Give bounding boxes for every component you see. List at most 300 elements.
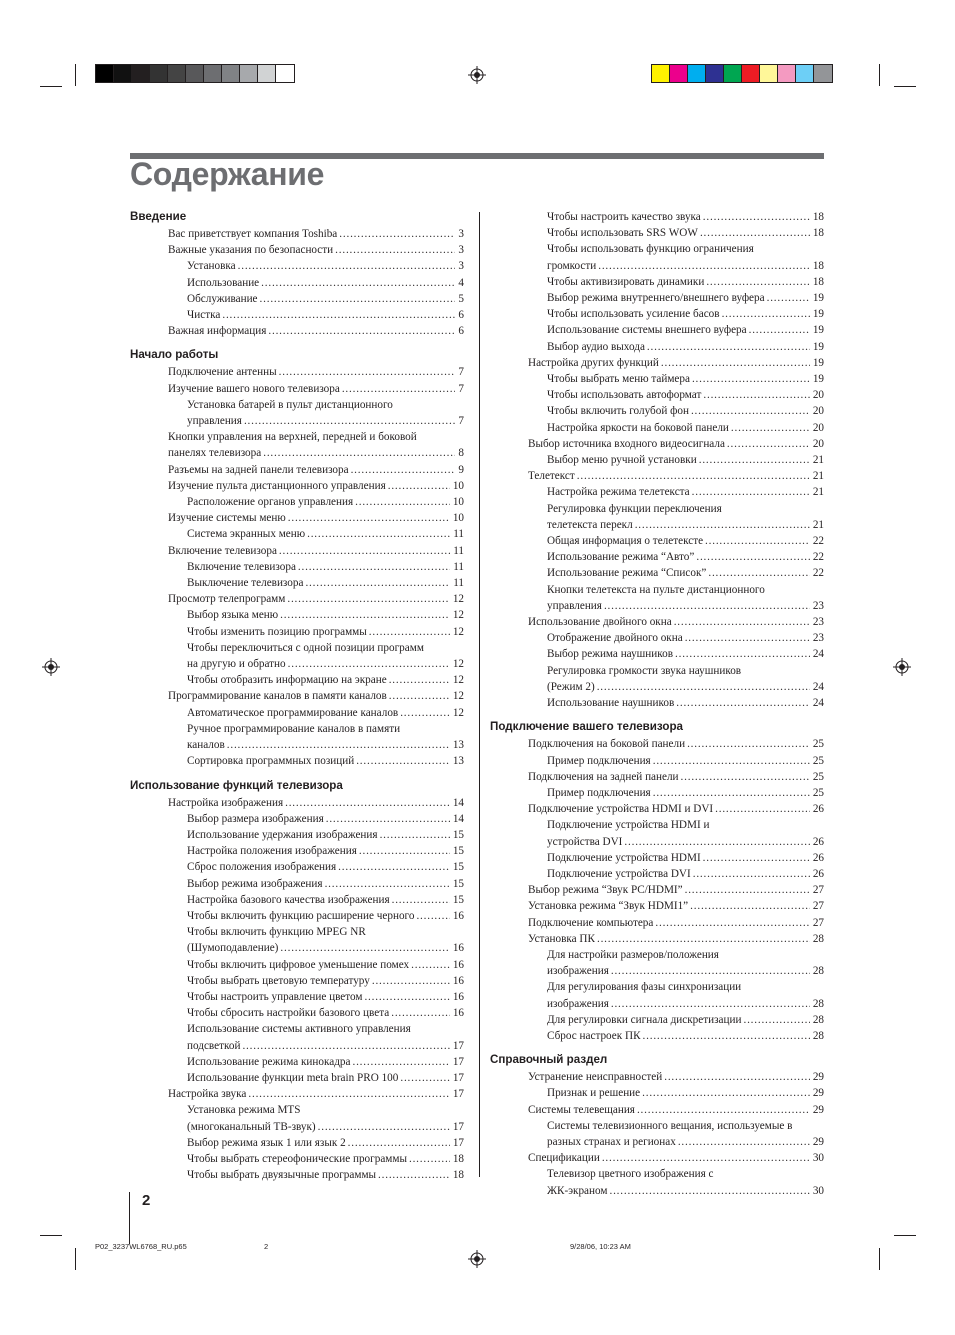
- toc-entry-title: Настройка других функций: [528, 356, 659, 369]
- toc-entry-title: Система экранных меню: [187, 528, 306, 541]
- toc-page-number: 28: [812, 1013, 824, 1026]
- toc-page-number: 12: [452, 706, 464, 719]
- toc-dot-leader: [597, 679, 810, 695]
- toc-entry: [490, 882, 824, 898]
- toc-entry: [130, 397, 464, 429]
- toc-page-number: 11: [453, 560, 464, 573]
- toc-dot-leader: [248, 1086, 449, 1102]
- toc-entry: [490, 736, 824, 752]
- toc-entry-title: подсветкой: [187, 1039, 241, 1052]
- toc-entry-title: Настройка режима телетекста: [547, 486, 690, 499]
- toc-entry: [490, 582, 824, 614]
- toc-entry: [130, 753, 464, 769]
- toc-page-number: 25: [812, 786, 824, 799]
- toc-entry: [130, 591, 464, 607]
- toc-page-number: 14: [452, 812, 464, 825]
- toc-page-number: 25: [812, 738, 824, 751]
- toc-page-number: 20: [812, 405, 824, 418]
- column-divider: [479, 212, 480, 1177]
- toc-entry-title: изображения: [547, 965, 609, 978]
- toc-entry-title: (Режим 2): [547, 680, 595, 693]
- toc-dot-leader: [411, 957, 450, 973]
- toc-dot-leader: [643, 1028, 810, 1044]
- toc-entry: [490, 663, 824, 695]
- toc-page-number: 23: [812, 632, 824, 645]
- toc-entry-title: Чтобы включить функцию расширение черного: [187, 909, 415, 922]
- toc-page-number: 16: [452, 909, 464, 922]
- toc-page-number: 30: [812, 1184, 824, 1197]
- toc-entry: [130, 242, 464, 258]
- toc-dot-leader: [598, 258, 810, 274]
- crop-mark: [879, 1248, 880, 1270]
- toc-entry: [490, 1166, 824, 1198]
- toc-dot-leader: [378, 1167, 450, 1183]
- toc-entry-title: Установка батарей в пульт дистанционного: [187, 398, 393, 411]
- toc-entry: [490, 452, 824, 468]
- toc-entry-title: Телевизор цветного изображения с: [547, 1168, 714, 1181]
- toc-entry-title: управления: [187, 415, 242, 428]
- color-swatch: [222, 65, 240, 82]
- toc-entry: [130, 1135, 464, 1151]
- toc-page-number: 12: [452, 674, 464, 687]
- toc-entry: [130, 1086, 464, 1102]
- toc-dot-leader: [244, 413, 455, 429]
- toc-dot-leader: [285, 795, 450, 811]
- toc-page-number: 28: [812, 965, 824, 978]
- toc-entry-title: Вас приветствует компания Toshiba: [168, 228, 338, 240]
- toc-dot-leader: [661, 355, 810, 371]
- process-color-calibration-bar: [651, 64, 833, 83]
- toc-dot-leader: [342, 381, 456, 397]
- toc-page-number: 17: [452, 1088, 464, 1101]
- toc-entry-title: Подключения на задней панели: [528, 770, 679, 783]
- toc-dot-leader: [687, 736, 810, 752]
- toc-dot-leader: [577, 468, 810, 484]
- toc-entry-title: Пример подключения: [547, 754, 651, 767]
- toc-entry-title: Выбор источника входного видеосигнала: [528, 437, 725, 450]
- toc-dot-leader: [222, 307, 455, 323]
- toc-page-number: 3: [458, 228, 464, 240]
- toc-section-heading: Подключение вашего телевизора: [490, 720, 684, 734]
- toc-entry: [490, 769, 824, 785]
- toc-entry-title: Выбор языка меню: [187, 609, 279, 622]
- toc-entry-title: Признак и решение: [547, 1087, 641, 1100]
- toc-page-number: 11: [453, 577, 464, 590]
- toc-dot-leader: [676, 695, 810, 711]
- toc-page-number: 18: [812, 227, 824, 240]
- toc-entry: [490, 339, 824, 355]
- toc-entry: [130, 526, 464, 542]
- toc-entry: [490, 915, 824, 931]
- toc-dot-leader: [692, 371, 810, 387]
- toc-entry-title: (Шумоподавление): [187, 942, 279, 955]
- color-swatch: [814, 65, 832, 82]
- toc-entry-title: Программирование каналов в памяти каналов: [168, 690, 387, 703]
- toc-dot-leader: [722, 306, 810, 322]
- toc-dot-leader: [318, 1119, 450, 1135]
- toc-dot-leader: [261, 275, 455, 291]
- toc-page-number: 16: [452, 1007, 464, 1020]
- toc-page-number: 12: [452, 609, 464, 622]
- color-swatch: [778, 65, 796, 82]
- crop-mark: [40, 86, 62, 87]
- toc-dot-leader: [703, 387, 809, 403]
- toc-page-number: 18: [452, 1169, 464, 1182]
- crop-mark: [879, 64, 880, 86]
- toc-page-number: 17: [452, 1120, 464, 1133]
- toc-entry: [490, 420, 824, 436]
- toc-page-number: 13: [452, 739, 464, 752]
- toc-dot-leader: [372, 973, 450, 989]
- toc-entry: [490, 646, 824, 662]
- toc-entry-title: Чтобы включить голубой фон: [547, 405, 689, 418]
- toc-page-number: 17: [452, 1136, 464, 1149]
- toc-page-number: 4: [458, 276, 464, 289]
- toc-dot-leader: [380, 827, 450, 843]
- toc-dot-leader: [287, 591, 449, 607]
- toc-entry-title: Выбор режима наушников: [547, 648, 674, 661]
- toc-dot-leader: [681, 769, 810, 785]
- toc-entry: [490, 306, 824, 322]
- toc-page-number: 15: [452, 861, 464, 874]
- toc-entry-title: Выбор меню ручной установки: [547, 454, 697, 467]
- toc-page-number: 22: [812, 551, 824, 564]
- toc-dot-leader: [727, 436, 810, 452]
- toc-entry-title: Разъемы на задней панели телевизора: [168, 463, 349, 476]
- color-swatch: [186, 65, 204, 82]
- toc-dot-leader: [355, 494, 450, 510]
- toc-entry-title: разных странах и регионах: [547, 1135, 676, 1148]
- toc-entry-title: Чтобы настроить качество звука: [547, 211, 701, 223]
- toc-dot-leader: [674, 614, 810, 630]
- slug-date: 9/28/06, 10:23 AM: [570, 1242, 631, 1251]
- crop-mark: [894, 1235, 916, 1236]
- toc-entry: [130, 291, 464, 307]
- toc-entry-title: Отображение двойного окна: [547, 632, 683, 645]
- toc-entry: [130, 575, 464, 591]
- toc-dot-leader: [664, 1069, 810, 1085]
- toc-entry: [490, 866, 824, 882]
- toc-entry: [130, 364, 464, 380]
- toc-page-number: 19: [812, 356, 824, 369]
- toc-entry: [490, 274, 824, 290]
- toc-entry: [130, 462, 464, 478]
- toc-entry-title: Установка режима “Звук HDMI1”: [528, 900, 689, 913]
- toc-dot-leader: [280, 940, 449, 956]
- toc-entry-title: Включение телевизора: [168, 544, 277, 557]
- registration-mark-icon: [42, 658, 60, 676]
- color-swatch: [114, 65, 132, 82]
- toc-page-number: 12: [452, 658, 464, 671]
- toc-page-number: 23: [812, 616, 824, 629]
- toc-page-number: 25: [812, 770, 824, 783]
- toc-dot-leader: [690, 898, 810, 914]
- toc-entry-title: Устранение неисправностей: [528, 1071, 663, 1084]
- toc-entry-title: Установка: [187, 260, 236, 273]
- toc-page-number: 14: [452, 796, 464, 809]
- toc-entry: [130, 559, 464, 575]
- toc-page-number: 15: [452, 893, 464, 906]
- toc-entry: [130, 307, 464, 323]
- toc-page-number: 26: [812, 867, 824, 880]
- toc-section-heading: Начало работы: [130, 348, 219, 362]
- toc-dot-leader: [609, 1183, 809, 1199]
- toc-page-number: 15: [452, 845, 464, 858]
- color-swatch: [742, 65, 760, 82]
- toc-dot-leader: [678, 1134, 810, 1150]
- toc-entry-title: Подключения на боковой панели: [528, 738, 686, 751]
- toc-entry: [130, 705, 464, 721]
- toc-page-number: 15: [452, 828, 464, 841]
- toc-entry-title: Подключение антенны: [168, 366, 277, 379]
- toc-page-number: 19: [812, 340, 824, 353]
- toc-entry-title: Подключение устройства DVI: [547, 867, 691, 880]
- toc-dot-leader: [288, 656, 450, 672]
- toc-dot-leader: [637, 1102, 810, 1118]
- toc-entry-title: Использование режима “Список”: [547, 567, 707, 580]
- color-swatch: [276, 65, 294, 82]
- toc-page-number: 12: [452, 690, 464, 703]
- toc-entry-title: Обслуживание: [187, 292, 258, 305]
- toc-entry-title: Чтобы настроить управление цветом: [187, 990, 363, 1003]
- toc-entry-title: Изучение пульта дистанционного управления: [168, 479, 386, 492]
- toc-dot-leader: [391, 1005, 450, 1021]
- toc-entry-title: Выбор режима внутреннего/внешнего вуфера: [547, 292, 765, 305]
- toc-entry: [490, 501, 824, 533]
- toc-dot-leader: [708, 565, 809, 581]
- toc-entry-title: Подключение устройства HDMI: [547, 851, 701, 864]
- toc-dot-leader: [416, 908, 449, 924]
- color-swatch: [96, 65, 114, 82]
- toc-entry-title: Чтобы выбрать цветовую температуру: [187, 974, 370, 987]
- toc-page-number: 28: [812, 932, 824, 945]
- toc-entry: [130, 795, 464, 811]
- toc-entry-title: Установка ПК: [528, 932, 595, 945]
- toc-page-number: 25: [812, 754, 824, 767]
- toc-entry: [490, 549, 824, 565]
- toc-page-number: 19: [812, 308, 824, 321]
- toc-entry-title: Выбор аудио выхода: [547, 340, 645, 353]
- toc-entry-title: Чтобы использовать автоформат: [547, 389, 702, 402]
- toc-page-number: 19: [812, 292, 824, 305]
- toc-dot-leader: [653, 785, 810, 801]
- toc-entry: [490, 355, 824, 371]
- toc-page-number: 24: [812, 648, 824, 661]
- toc-entry: [130, 1070, 464, 1086]
- toc-entry-title: Выбор размера изображения: [187, 812, 324, 825]
- toc-dot-leader: [703, 209, 810, 225]
- toc-dot-leader: [305, 575, 450, 591]
- toc-entry-title: Чтобы изменить позицию программы: [187, 625, 367, 638]
- toc-dot-leader: [705, 533, 810, 549]
- toc-entry-title: Кнопки телетекста на пульте дистанционного: [547, 583, 765, 596]
- toc-dot-leader: [288, 510, 450, 526]
- toc-entry: [130, 721, 464, 753]
- toc-entry: [490, 947, 824, 979]
- toc-entry-title: Использование режима “Авто”: [547, 551, 695, 564]
- toc-dot-leader: [389, 688, 450, 704]
- toc-page-number: 6: [458, 325, 464, 338]
- toc-dot-leader: [696, 549, 809, 565]
- toc-dot-leader: [242, 1038, 449, 1054]
- toc-page-number: 11: [453, 544, 464, 557]
- toc-dot-leader: [706, 274, 809, 290]
- toc-entry-title: Пример подключения: [547, 786, 651, 799]
- toc-left-column: [130, 209, 464, 1183]
- toc-entry: [490, 209, 824, 225]
- crop-mark: [894, 86, 916, 87]
- toc-dot-leader: [749, 322, 810, 338]
- toc-entry-title: Подключение устройства HDMI и DVI: [528, 803, 714, 816]
- toc-dot-leader: [767, 290, 810, 306]
- toc-entry-title: Регулировка громкости звука наушников: [547, 664, 742, 677]
- toc-dot-leader: [279, 364, 456, 380]
- toc-page-number: 20: [812, 389, 824, 402]
- toc-entry-title: Чтобы переключиться с одной позиции программ: [187, 641, 424, 654]
- toc-dot-leader: [715, 801, 810, 817]
- toc-section-heading: Справочный раздел: [490, 1053, 608, 1067]
- toc-entry: [490, 241, 824, 273]
- toc-entry: [130, 429, 464, 461]
- toc-entry: [490, 850, 824, 866]
- toc-page-number: 17: [452, 1039, 464, 1052]
- toc-dot-leader: [703, 850, 810, 866]
- toc-entry: [130, 607, 464, 623]
- toc-page-number: 18: [452, 1152, 464, 1165]
- toc-entry-title: ЖК-экраном: [547, 1184, 608, 1197]
- toc-entry: [490, 695, 824, 711]
- toc-page-number: 23: [812, 599, 824, 612]
- slug-page: 2: [264, 1242, 269, 1251]
- toc-entry-title: Просмотр телепрограмм: [168, 593, 286, 606]
- toc-entry: [490, 387, 824, 403]
- toc-page-number: 27: [812, 884, 824, 897]
- toc-entry-title: Настройка изображения: [168, 796, 284, 809]
- toc-page-number: 20: [812, 421, 824, 434]
- toc-page-number: 18: [812, 211, 824, 223]
- color-swatch: [240, 65, 258, 82]
- toc-entry-title: Расположение органов управления: [187, 496, 354, 509]
- toc-dot-leader: [647, 339, 810, 355]
- toc-entry-title: Для регулирования фазы синхронизации: [547, 981, 742, 994]
- toc-dot-leader: [326, 811, 450, 827]
- toc-entry-title: Чтобы использовать функцию ограничения: [547, 243, 754, 256]
- toc-page-number: 28: [812, 997, 824, 1010]
- toc-dot-leader: [364, 989, 449, 1005]
- toc-entry-title: Использование: [187, 276, 260, 289]
- toc-entry-title: Телетекст: [528, 470, 575, 483]
- toc-page-number: 16: [452, 990, 464, 1003]
- toc-dot-leader: [700, 225, 810, 241]
- toc-entry-title: Системы телевещания: [528, 1103, 635, 1116]
- toc-dot-leader: [692, 484, 810, 500]
- toc-entry: [490, 1102, 824, 1118]
- toc-entry-title: Настройка базового качества изображения: [187, 893, 390, 906]
- toc-dot-leader: [699, 452, 810, 468]
- crop-mark: [75, 1248, 76, 1270]
- toc-dot-leader: [388, 478, 450, 494]
- toc-page-number: 21: [812, 518, 824, 531]
- toc-page-number: 18: [812, 259, 824, 272]
- toc-dot-leader: [400, 1070, 449, 1086]
- toc-dot-leader: [339, 226, 455, 242]
- toc-entry-title: Сброс настроек ПК: [547, 1029, 641, 1042]
- toc-page-number: 22: [812, 567, 824, 580]
- toc-entry-title: Для регулировки сигнала дискретизации: [547, 1013, 742, 1026]
- toc-page-number: 7: [458, 382, 464, 395]
- color-swatch: [670, 65, 688, 82]
- toc-entry-title: Подключение устройства HDMI и: [547, 819, 710, 832]
- toc-entry: [490, 1012, 824, 1028]
- toc-entry: [130, 381, 464, 397]
- toc-dot-leader: [389, 672, 450, 688]
- toc-entry-title: Установка режима MTS: [187, 1104, 301, 1117]
- toc-page-number: 29: [812, 1071, 824, 1084]
- toc-page-number: 21: [812, 454, 824, 467]
- page-number-rule: [129, 1192, 130, 1244]
- toc-entry: [130, 478, 464, 494]
- toc-entry: [130, 1167, 464, 1183]
- toc-entry: [130, 892, 464, 908]
- toc-entry: [490, 1118, 824, 1150]
- toc-entry: [490, 753, 824, 769]
- toc-entry-title: Подключение компьютера: [528, 916, 654, 929]
- toc-dot-leader: [359, 843, 450, 859]
- toc-page-number: 3: [458, 260, 464, 273]
- toc-entry: [490, 371, 824, 387]
- toc-entry-title: Чтобы включить функцию MPEG NR: [187, 926, 366, 939]
- color-swatch: [168, 65, 186, 82]
- toc-page-number: 10: [452, 496, 464, 509]
- toc-entry: [490, 898, 824, 914]
- color-swatch: [724, 65, 742, 82]
- toc-entry-title: телетекста перекл: [547, 518, 633, 531]
- toc-page-number: 29: [812, 1135, 824, 1148]
- toc-entry: [130, 640, 464, 672]
- toc-page-number: 11: [453, 528, 464, 541]
- toc-entry-title: громкости: [547, 259, 597, 272]
- toc-page-number: 22: [812, 535, 824, 548]
- toc-entry: [130, 973, 464, 989]
- toc-entry: [130, 989, 464, 1005]
- toc-entry: [130, 275, 464, 291]
- toc-entry: [130, 323, 464, 339]
- toc-page-number: 5: [458, 292, 464, 305]
- toc-page-number: 12: [452, 593, 464, 606]
- toc-dot-leader: [624, 834, 809, 850]
- toc-page-number: 10: [452, 479, 464, 492]
- registration-mark-icon: [468, 66, 486, 84]
- toc-section-heading: Введение: [130, 210, 187, 223]
- toc-dot-leader: [597, 931, 810, 947]
- registration-mark-icon: [893, 658, 911, 676]
- toc-page-number: 18: [812, 275, 824, 288]
- toc-entry: [130, 1151, 464, 1167]
- toc-entry: [130, 1005, 464, 1021]
- toc-dot-leader: [653, 753, 810, 769]
- color-swatch: [132, 65, 150, 82]
- toc-entry-title: Чтобы включить цифровое уменьшение помех: [187, 958, 410, 971]
- color-swatch: [796, 65, 814, 82]
- toc-entry: [130, 876, 464, 892]
- toc-page-number: 24: [812, 680, 824, 693]
- toc-page-number: 26: [812, 835, 824, 848]
- toc-dot-leader: [260, 291, 456, 307]
- toc-dot-leader: [693, 866, 810, 882]
- toc-entry-title: Изучение системы меню: [168, 512, 286, 525]
- toc-entry-title: панелях телевизора: [168, 447, 262, 460]
- toc-entry: [130, 924, 464, 956]
